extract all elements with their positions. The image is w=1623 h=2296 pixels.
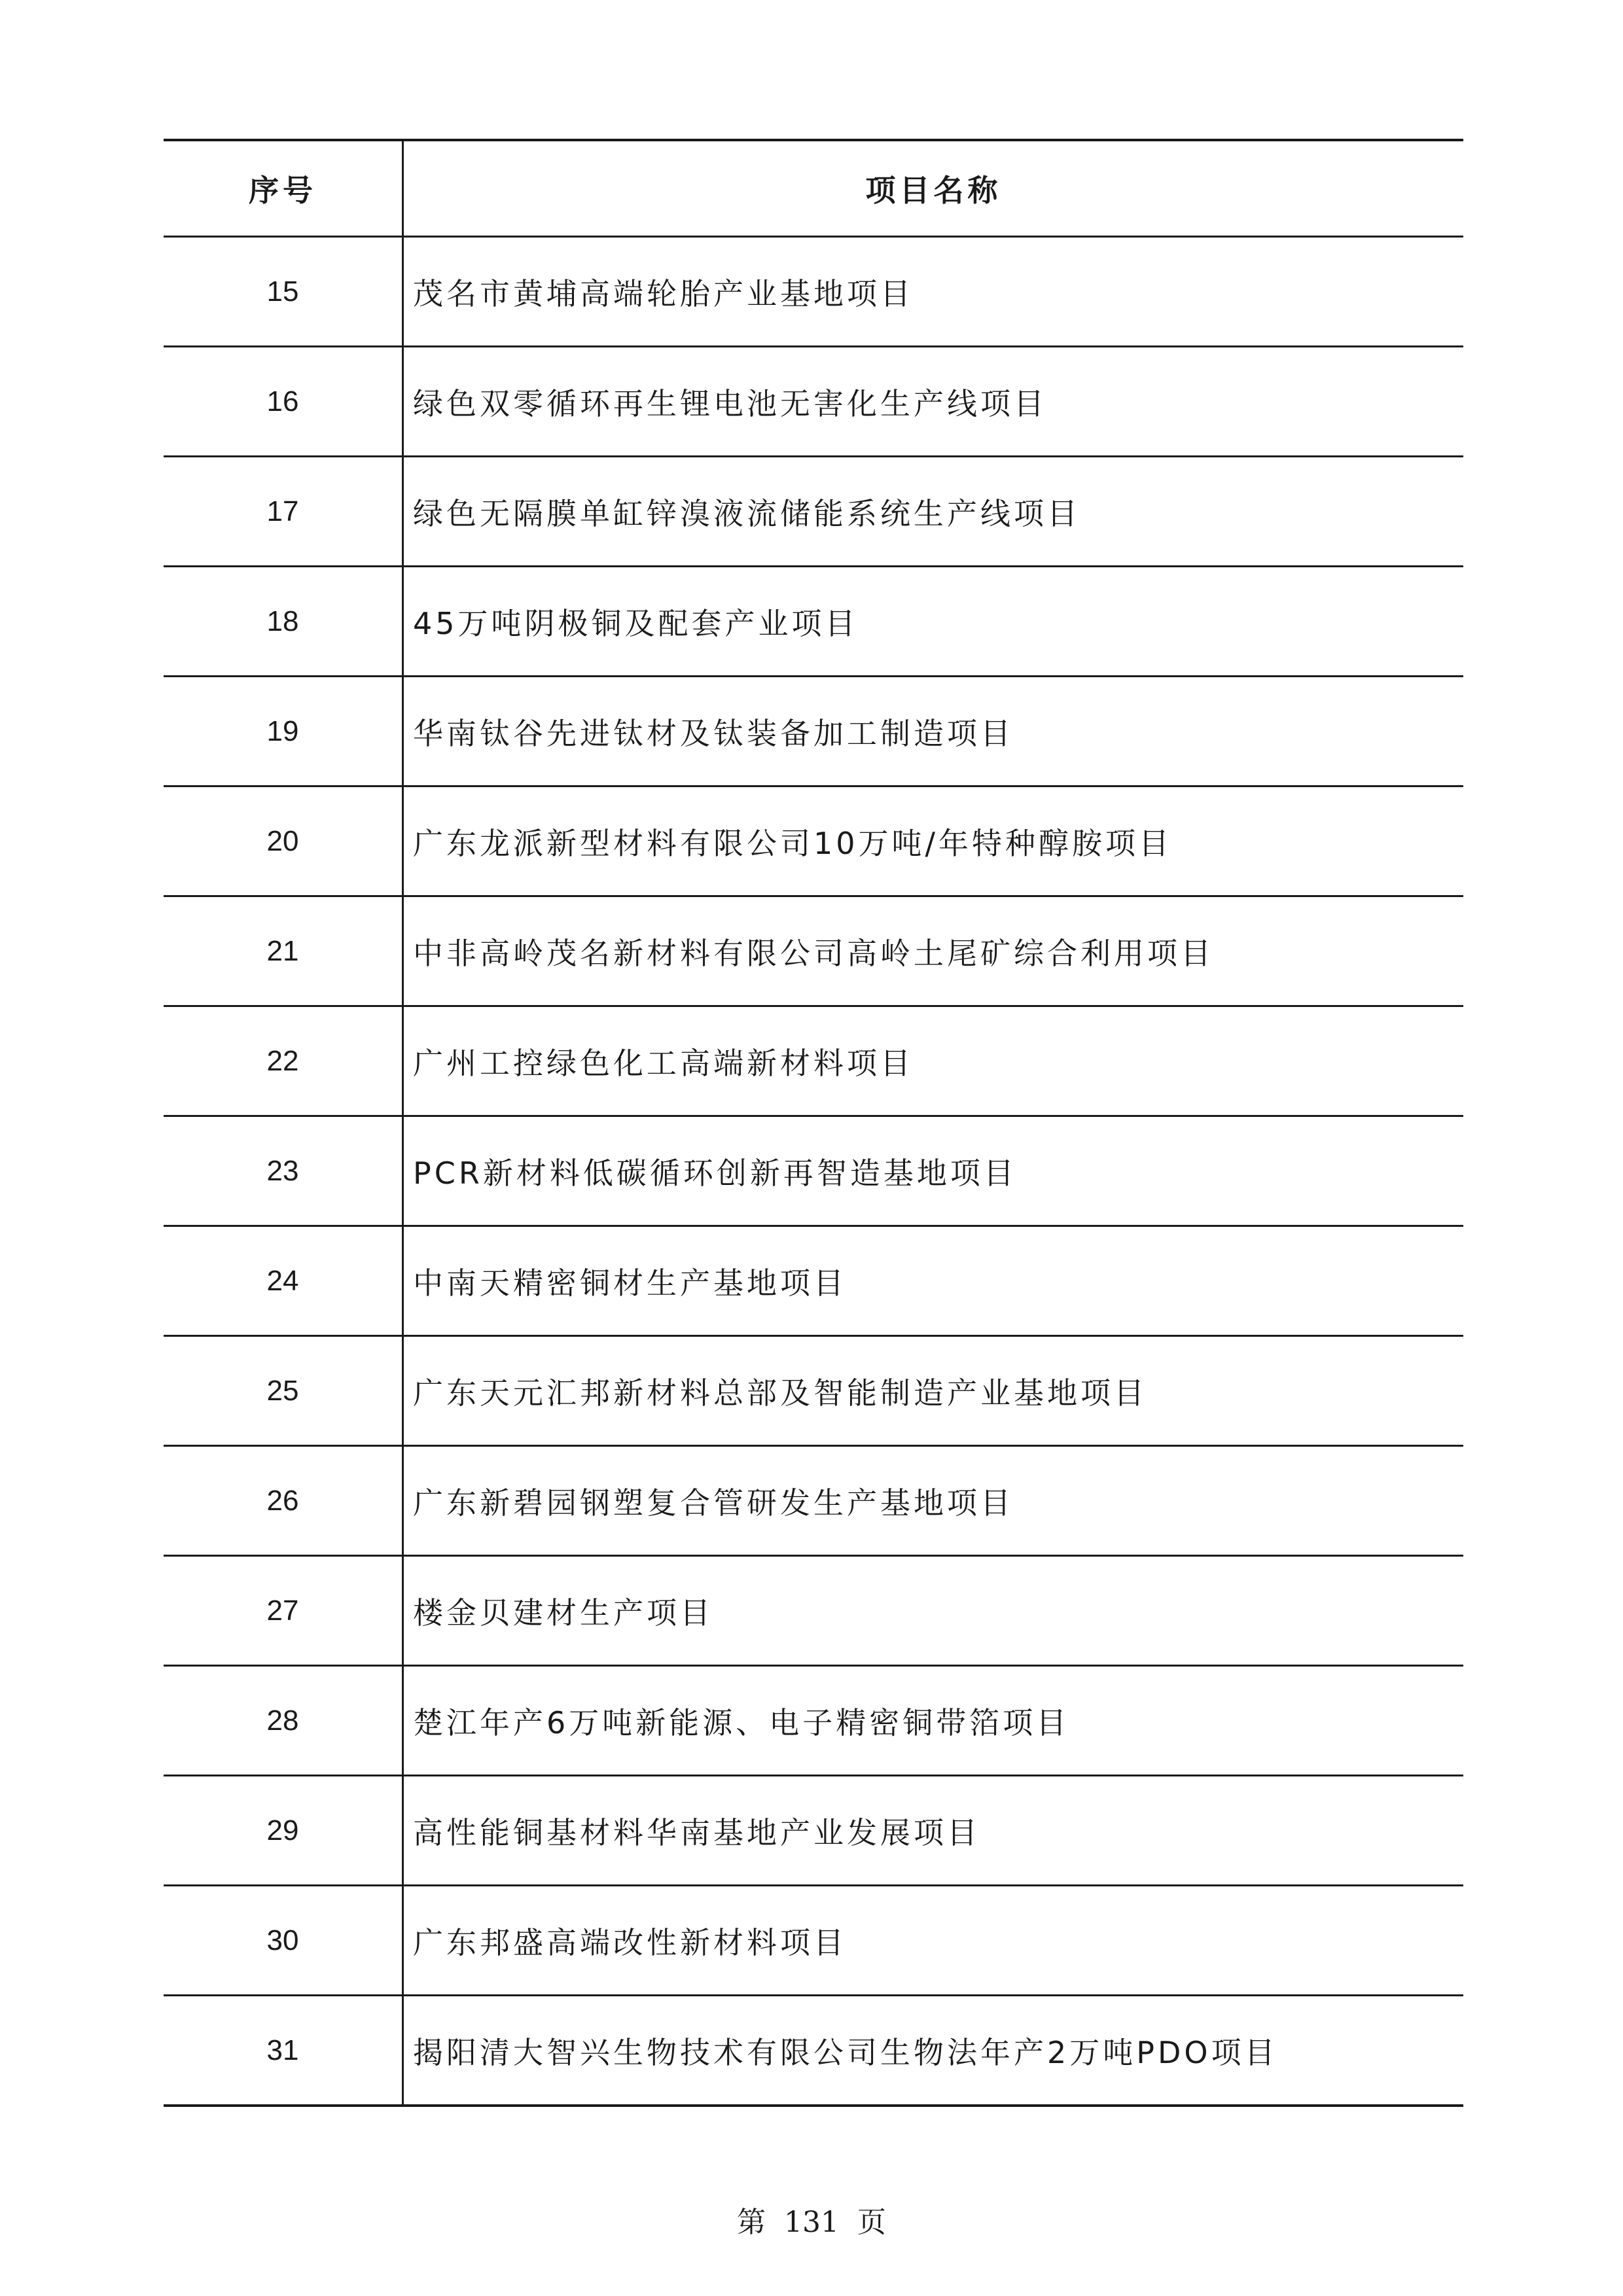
row-seq: 26 xyxy=(164,1446,403,1556)
row-seq: 21 xyxy=(164,896,403,1006)
table-row xyxy=(164,1886,1463,1996)
table-row xyxy=(164,1336,1463,1446)
header-seq: 序号 xyxy=(164,140,403,237)
table-row xyxy=(164,1996,1463,2106)
row-project-name: 广东天元汇邦新材料总部及智能制造产业基地项目 xyxy=(403,1336,1464,1446)
row-seq: 19 xyxy=(164,677,403,786)
row-project-name: 绿色无隔膜单缸锌溴液流储能系统生产线项目 xyxy=(403,457,1464,567)
row-seq: 18 xyxy=(164,567,403,677)
header-name: 项目名称 xyxy=(403,140,1464,237)
row-project-name: 广东邦盛高端改性新材料项目 xyxy=(403,1886,1464,1996)
table-row xyxy=(164,896,1463,1006)
row-seq: 24 xyxy=(164,1226,403,1336)
row-project-name: 高性能铜基材料华南基地产业发展项目 xyxy=(403,1776,1464,1886)
table-row xyxy=(164,1006,1463,1116)
row-project-name: 广东龙派新型材料有限公司10万吨/年特种醇胺项目 xyxy=(403,786,1464,896)
row-project-name: 茂名市黄埔高端轮胎产业基地项目 xyxy=(403,237,1464,347)
table-row xyxy=(164,1666,1463,1776)
row-project-name: PCR新材料低碳循环创新再智造基地项目 xyxy=(403,1116,1464,1226)
row-project-name: 中非高岭茂名新材料有限公司高岭土尾矿综合利用项目 xyxy=(403,896,1464,1006)
row-seq: 28 xyxy=(164,1666,403,1776)
table-header xyxy=(164,140,1463,237)
page-number: 第 131 页 xyxy=(737,2206,886,2239)
table-row xyxy=(164,1776,1463,1886)
row-project-name: 广东新碧园钢塑复合管研发生产基地项目 xyxy=(403,1446,1464,1556)
row-project-name: 中南天精密铜材生产基地项目 xyxy=(403,1226,1464,1336)
table-row xyxy=(164,567,1463,677)
table-row xyxy=(164,457,1463,567)
table-body xyxy=(164,237,1463,2106)
row-seq: 23 xyxy=(164,1116,403,1226)
row-project-name: 广州工控绿色化工高端新材料项目 xyxy=(403,1006,1464,1116)
row-seq: 20 xyxy=(164,786,403,896)
table-row xyxy=(164,786,1463,896)
table-row xyxy=(164,1446,1463,1556)
row-project-name: 楚江年产6万吨新能源、电子精密铜带箔项目 xyxy=(403,1666,1464,1776)
table-row xyxy=(164,1226,1463,1336)
row-project-name: 华南钛谷先进钛材及钛装备加工制造项目 xyxy=(403,677,1464,786)
row-seq: 31 xyxy=(164,1996,403,2106)
table-row xyxy=(164,237,1463,347)
row-project-name: 楼金贝建材生产项目 xyxy=(403,1556,1464,1666)
project-table xyxy=(164,139,1463,2107)
row-seq: 17 xyxy=(164,457,403,567)
row-project-name: 揭阳清大智兴生物技术有限公司生物法年产2万吨PDO项目 xyxy=(403,1996,1464,2106)
table-row xyxy=(164,347,1463,457)
row-project-name: 绿色双零循环再生锂电池无害化生产线项目 xyxy=(403,347,1464,457)
row-seq: 30 xyxy=(164,1886,403,1996)
row-seq: 22 xyxy=(164,1006,403,1116)
row-seq: 27 xyxy=(164,1556,403,1666)
row-seq: 29 xyxy=(164,1776,403,1886)
table-row xyxy=(164,1116,1463,1226)
row-seq: 25 xyxy=(164,1336,403,1446)
table-row xyxy=(164,1556,1463,1666)
header-row xyxy=(164,140,1463,237)
table-row xyxy=(164,677,1463,786)
row-seq: 16 xyxy=(164,347,403,457)
row-project-name: 45万吨阴极铜及配套产业项目 xyxy=(403,567,1464,677)
row-seq: 15 xyxy=(164,237,403,347)
